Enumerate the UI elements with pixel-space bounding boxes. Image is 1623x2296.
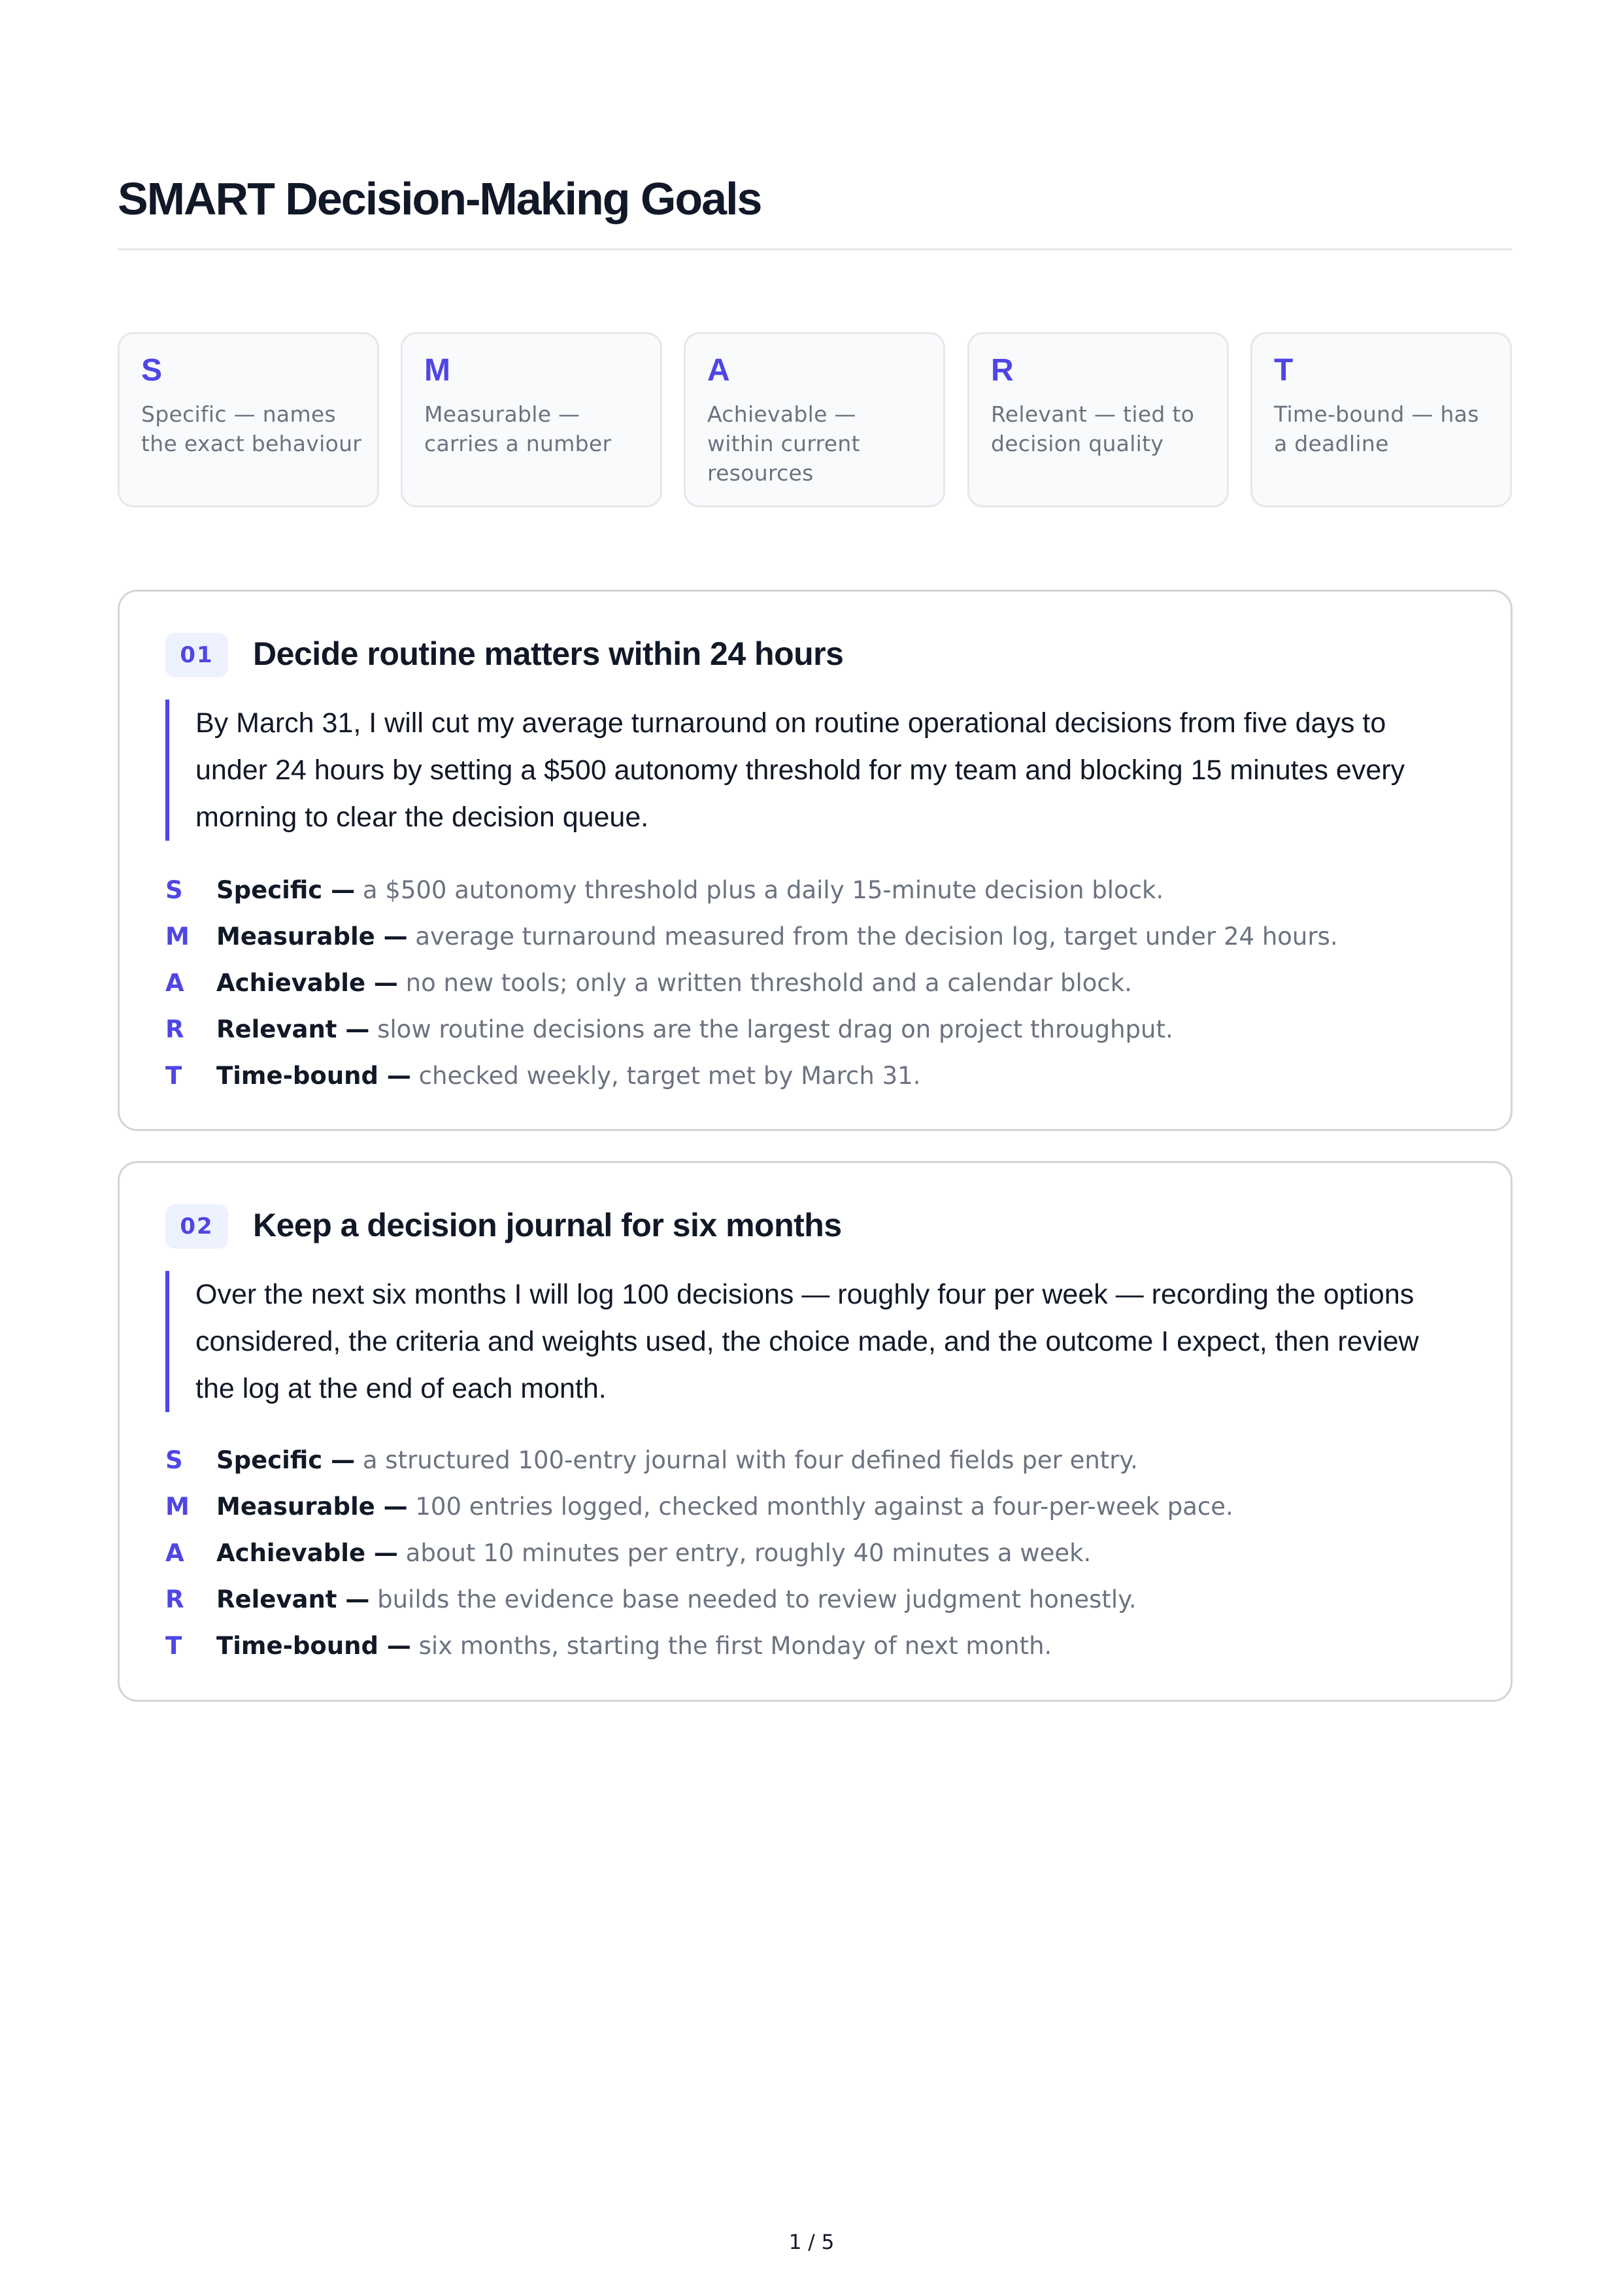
criterion-item [165,1530,1473,1576]
goal-number-badge: 02 [165,1204,228,1249]
legend-card-time-bound [1250,332,1512,507]
criterion-name: Relevant — [216,1015,370,1043]
criterion-item [165,1053,1473,1099]
criterion-text: slow routine decisions are the largest drag on project throughput. [369,1015,1173,1043]
criterion-name: Achievable — [216,969,398,997]
goal-statement: Over the next six months I will log 100 decisions — roughly four per week — recording the options considered, the criteria and weights used, the choice made, and the outcome I expect, then review the log at the end of each month. [165,1271,1460,1412]
criterion-name: Measurable — [216,922,408,951]
legend-card-relevant [967,332,1229,507]
criterion-name: Specific — [216,876,356,904]
criterion-letter: M [165,922,190,951]
goal-title: Decide routine matters within 24 hours [253,635,844,672]
criterion-item [165,1623,1473,1669]
criterion-letter: S [165,1446,183,1474]
criterion-name: Relevant — [216,1585,370,1613]
goal-title: Keep a decision journal for six months [253,1207,842,1243]
criterion-item [165,1006,1473,1053]
goal-card [118,1161,1513,1702]
criterion-item [165,1576,1473,1623]
criterion-letter: A [165,1539,184,1567]
legend-card-specific [118,332,379,507]
criterion-item [165,960,1473,1006]
criterion-letter: T [165,1632,182,1660]
criterion-letter: A [165,969,184,997]
legend-description: Specific — names the exact behaviour [141,401,362,456]
criterion-item [165,867,1473,913]
criterion-text: six months, starting the first Monday of next month. [410,1632,1052,1660]
criterion-text: a $500 autonomy threshold plus a daily 15-minute decision block. [355,876,1164,904]
legend-card-measurable [401,332,662,507]
criterion-letter: T [165,1062,182,1090]
criterion-item [165,1483,1473,1530]
page-title: SMART Decision-Making Goals [118,173,761,224]
legend-letter: R [991,353,1014,388]
criterion-name: Measurable — [216,1493,408,1521]
criterion-text: builds the evidence base needed to review judgment honestly. [369,1585,1137,1613]
goal-number-badge: 01 [165,633,228,677]
goal-card [118,590,1513,1131]
criterion-text: checked weekly, target met by March 31. [410,1062,921,1090]
criterion-name: Time-bound — [216,1062,411,1090]
legend-description: Measurable — carries a number [424,401,612,456]
criterion-text: average turnaround measured from the decision log, target under 24 hours. [407,922,1338,951]
criteria-list [165,1437,1473,1669]
legend-description: Achievable — within current resources [707,401,860,486]
legend-letter: A [707,353,730,388]
legend-letter: S [141,353,163,388]
criterion-name: Specific — [216,1446,356,1474]
criterion-name: Time-bound — [216,1632,411,1660]
criterion-letter: M [165,1493,190,1521]
criteria-list [165,867,1473,1099]
criterion-text: a structured 100-entry journal with four defined fields per entry. [355,1446,1138,1474]
legend-letter: M [424,353,450,388]
legend-card-achievable [684,332,945,507]
legend-description: Relevant — tied to decision quality [991,401,1195,456]
goal-statement: By March 31, I will cut my average turnaround on routine operational decisions from five days to under 24 hours by setting a $500 autonomy threshold for my team and blocking 15 minutes every morning to clear the decision queue. [165,700,1460,841]
legend-letter: T [1274,353,1294,388]
criterion-item [165,1437,1473,1483]
page-number: 1 / 5 [788,2231,835,2254]
legend-description: Time-bound — has a deadline [1274,401,1479,456]
criterion-text: 100 entries logged, checked monthly against a four-per-week pace. [407,1493,1233,1521]
criterion-item [165,913,1473,960]
title-divider [118,248,1513,250]
criterion-letter: R [165,1585,184,1613]
criterion-text: about 10 minutes per entry, roughly 40 minutes a week. [397,1539,1092,1567]
criterion-letter: R [165,1015,184,1043]
criterion-text: no new tools; only a written threshold and a calendar block. [397,969,1132,997]
smart-legend [118,332,1513,511]
criterion-name: Achievable — [216,1539,398,1567]
criterion-letter: S [165,876,183,904]
